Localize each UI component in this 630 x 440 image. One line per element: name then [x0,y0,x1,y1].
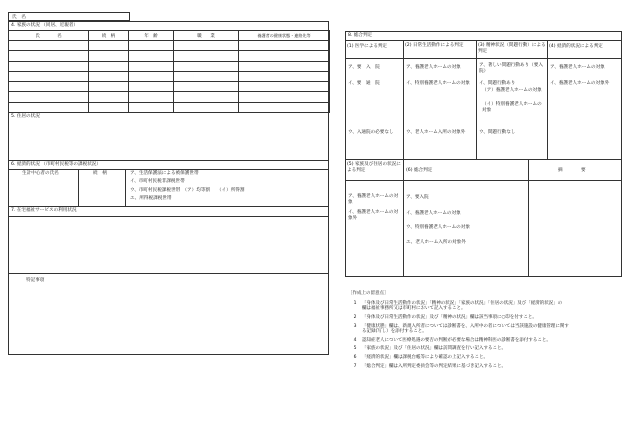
family-option: イ、養護老人ホームの対象外 [348,210,399,221]
family-cell[interactable] [89,41,129,51]
family-cell[interactable] [129,61,174,71]
economic-option: イ、養護老人ホームの対象外 [550,81,610,86]
economic-option: ア、養護老人ホームの対象 [550,65,605,70]
family-cell[interactable] [239,61,330,71]
note-text: 「身体及び日常生活動作の状況」及び「精神の状況」欄は該当事項に○印を付すこと。 [362,314,537,320]
note-item [348,355,624,361]
breadwinner-relation-label: 続 柄 [93,170,107,176]
family-cell[interactable] [174,51,239,61]
family-cell[interactable] [9,92,89,102]
mental-option: イ、問題行動あり [479,81,516,86]
economy-option: ウ、市町村民税課税世帯 （ア）均等割 （イ）所得割 [130,187,245,193]
note-text: 認知症老人について医療処遇の要否の判断が必要な場合は精神科医の診断書を添付すること。 [362,337,551,343]
note-text: 「経済的状況」欄は課税台帳等により確認の上記入すること。 [362,355,488,360]
divider [403,159,404,277]
services-area[interactable] [9,217,328,272]
family-cell[interactable] [174,41,239,51]
economy-option: ア、生活保護法による被保護世帯 [130,170,199,176]
family-option: ア、養護老人ホームの対象 [348,194,399,205]
mental-option: ウ、問題行動なし [479,130,516,135]
family-cell[interactable] [174,61,239,71]
medical-option: ウ、入通院の必要なし [348,130,394,135]
note-number: 2 [353,314,357,320]
family-cell[interactable] [129,71,174,81]
family-cell[interactable] [174,82,239,92]
economy-option: エ、所得税課税世帯 [130,196,172,201]
note-number: 6 [353,355,357,360]
family-cell[interactable] [239,71,330,81]
family-cell[interactable] [89,51,129,61]
family-cell[interactable] [239,51,330,61]
daily-option: ウ、老人ホーム入所の対象外 [406,130,466,135]
daily-option: イ、特別養護老人ホームの対象 [406,81,470,86]
divider [8,112,329,113]
name-box [8,12,130,21]
table-row [9,41,330,51]
notes [348,291,624,372]
overall-option: エ、老人ホーム入所の対象外 [406,240,466,245]
note-text: 「身体及び日常生活動作の状況」「精神の状況」「家族の状況」「住居の状況」及び「経済的状況」の [362,300,563,306]
daily-option: ア、養護老人ホームの対象 [406,65,461,70]
section7-title: 7. 在宅福祉サービスの利用状況 [11,207,77,213]
criteria-header-daily: (2) 日常生活動作による判定 [405,43,464,48]
table-row [9,71,330,81]
mental-option: （イ）特別養護老人ホームの対象 [482,102,542,113]
housing-area[interactable] [9,121,328,159]
divider [8,273,329,274]
section6-title: 6. 経済的状況 （市町村民税等の課税状況） [11,161,101,167]
special-notes-label: 特記事項 [26,278,45,283]
family-cell[interactable] [174,71,239,81]
family-cell[interactable] [129,92,174,102]
note-text: 「家族の状況」及び「住居の状況」欄は訪問調査を行い記入すること。 [362,346,506,352]
note-number: 1 [353,300,357,306]
criteria-header-mental: (3) 精神状況（問題行動）による判定 [478,43,546,54]
section4-title: 4. 家族の状況 （同居、近親者） [11,22,79,28]
note-item [348,315,624,321]
table-row [9,51,330,61]
breadwinner-label: 生計中心者の氏名 [22,170,59,176]
family-cell[interactable] [89,82,129,92]
mental-option: ア、著しい問題行動あり（要入院） [479,63,543,74]
table-row [9,92,330,102]
criteria-header-family: (5) 家族及び住居の状況による判定 [347,162,401,173]
note-number: 7 [353,363,357,369]
note-item [348,301,624,312]
table-row [9,82,330,92]
medical-option: ア、要 入 院 [348,65,380,70]
summary-header: 摘 要 [558,168,586,173]
economy-option: イ、市町村民税非課税世帯 [130,179,185,184]
family-cell[interactable] [239,92,330,102]
criteria-header-medical: (1) 医学による判定 [347,44,388,49]
overall-option: ウ、特別養護老人ホームの対象 [406,225,470,230]
divider [125,169,126,206]
family-header-age: 年 齢 [129,31,174,41]
note-text: 「総合判定」欄は入所判定委員会等の判定結果に基づき記入すること。 [362,363,506,369]
economy-options [130,171,244,205]
divider [345,159,622,160]
family-cell[interactable] [129,41,174,51]
summary-area[interactable] [529,181,621,276]
special-notes-area[interactable] [9,286,328,354]
family-cell[interactable] [89,61,129,71]
overall-option: イ、養護老人ホームの対象 [406,211,461,216]
family-header-health: 養護者の健康状態・連絡先等 [239,31,330,41]
note-number: 5 [353,346,357,352]
notes-title: ［作成上の留意点］ [348,291,389,296]
note-item [348,324,624,335]
family-cell[interactable] [129,82,174,92]
family-cell[interactable] [174,92,239,102]
divider [345,40,622,41]
family-header-occupation: 職 業 [174,31,239,41]
divider [78,169,79,206]
family-header-relation: 続 柄 [89,31,129,41]
note-text: 欄は福祉事務所又は市町村において記入すること。 [362,306,466,312]
note-text: る記録(写し）を添付すること。 [362,329,427,335]
family-cell[interactable] [129,51,174,61]
family-table [8,30,330,113]
family-header-name: 氏 名 [9,31,89,41]
family-cell[interactable] [89,71,129,81]
note-number: 4 [353,337,357,343]
section8-title: 8. 総合判定 [348,32,373,38]
criteria-header-economic: (4) 経済的状況による判定 [549,44,603,49]
note-item [348,364,624,370]
family-cell[interactable] [9,51,89,61]
family-cell[interactable] [9,71,89,81]
note-item [348,346,624,352]
criteria-header-overall: (6) 総合判定 [406,168,433,173]
family-cell[interactable] [9,61,89,71]
mental-option: （ア）養護老人ホームの対象 [482,88,542,93]
family-cell[interactable] [9,82,89,92]
family-cell[interactable] [89,92,129,102]
overall-option: ア、要入院 [406,195,429,200]
section5-title: 5. 住居の状況 [11,113,40,119]
divider [345,58,622,59]
note-number: 3 [353,323,357,329]
family-cell[interactable] [239,41,330,51]
table-row [9,61,330,71]
note-text: 「健康状態」欄は、新規入所者については診断書を、入所中の者については当該施設の健康管理に関す [362,323,569,329]
name-label: 氏 名 [12,14,26,20]
family-cell[interactable] [9,41,89,51]
note-item [348,338,624,344]
medical-option: イ、要 通 院 [348,81,380,86]
family-cell[interactable] [239,82,330,92]
